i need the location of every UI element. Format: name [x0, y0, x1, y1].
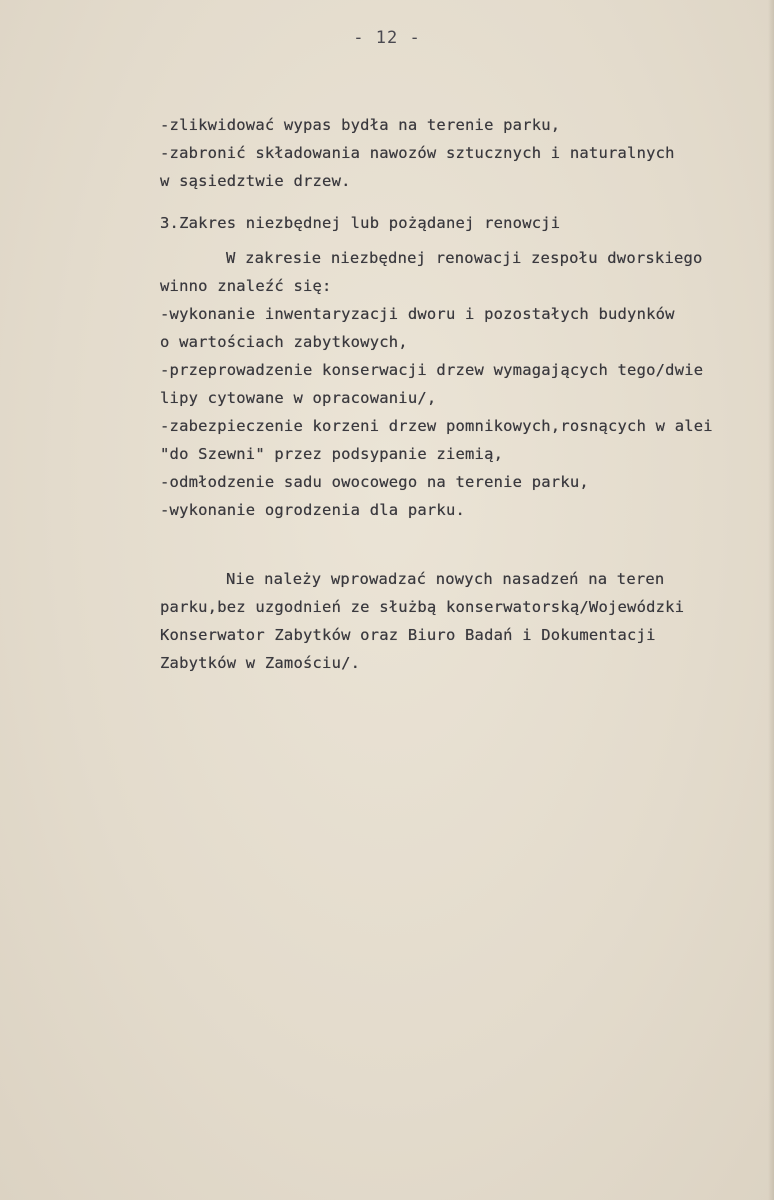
list-item: -odmłodzenie sadu owocowego na terenie parku, [160, 473, 589, 491]
text-line: -zabronić składowania nawozów sztucznych i naturalnych [160, 144, 675, 162]
list-item: -wykonanie ogrodzenia dla parku. [160, 501, 466, 519]
page-edge-shadow [768, 0, 774, 1200]
text-line: Konserwator Zabytków oraz Biuro Badań i Dokumentacji [160, 626, 656, 644]
text-line: -zlikwidować wypas bydła na terenie parku, [160, 116, 561, 134]
text-line: W zakresie niezbędnej renowacji zespołu dworskiego [226, 249, 703, 267]
list-item: "do Szewni" przez podsypanie ziemią, [160, 445, 504, 463]
list-item: -przeprowadzenie konserwacji drzew wymagających tego/dwie [160, 361, 704, 379]
list-item: lipy cytowane w opracowaniu/, [160, 389, 437, 407]
text-line: parku,bez uzgodnień ze służbą konserwatorską/Wojewódzki [160, 598, 685, 616]
text-line: Nie należy wprowadzać nowych nasadzeń na teren [226, 570, 665, 588]
text-line: Zabytków w Zamościu/. [160, 654, 361, 672]
page-number: - 12 - [353, 28, 421, 48]
section-heading: 3.Zakres niezbędnej lub pożądanej renowcji [160, 214, 561, 232]
text-line: winno znaleźć się: [160, 277, 332, 295]
list-item: o wartościach zabytkowych, [160, 333, 408, 351]
text-line: w sąsiedztwie drzew. [160, 172, 351, 190]
list-item: -wykonanie inwentaryzacji dworu i pozostałych budynków [160, 305, 675, 323]
list-item: -zabezpieczenie korzeni drzew pomnikowych,rosnących w alei [160, 417, 713, 435]
